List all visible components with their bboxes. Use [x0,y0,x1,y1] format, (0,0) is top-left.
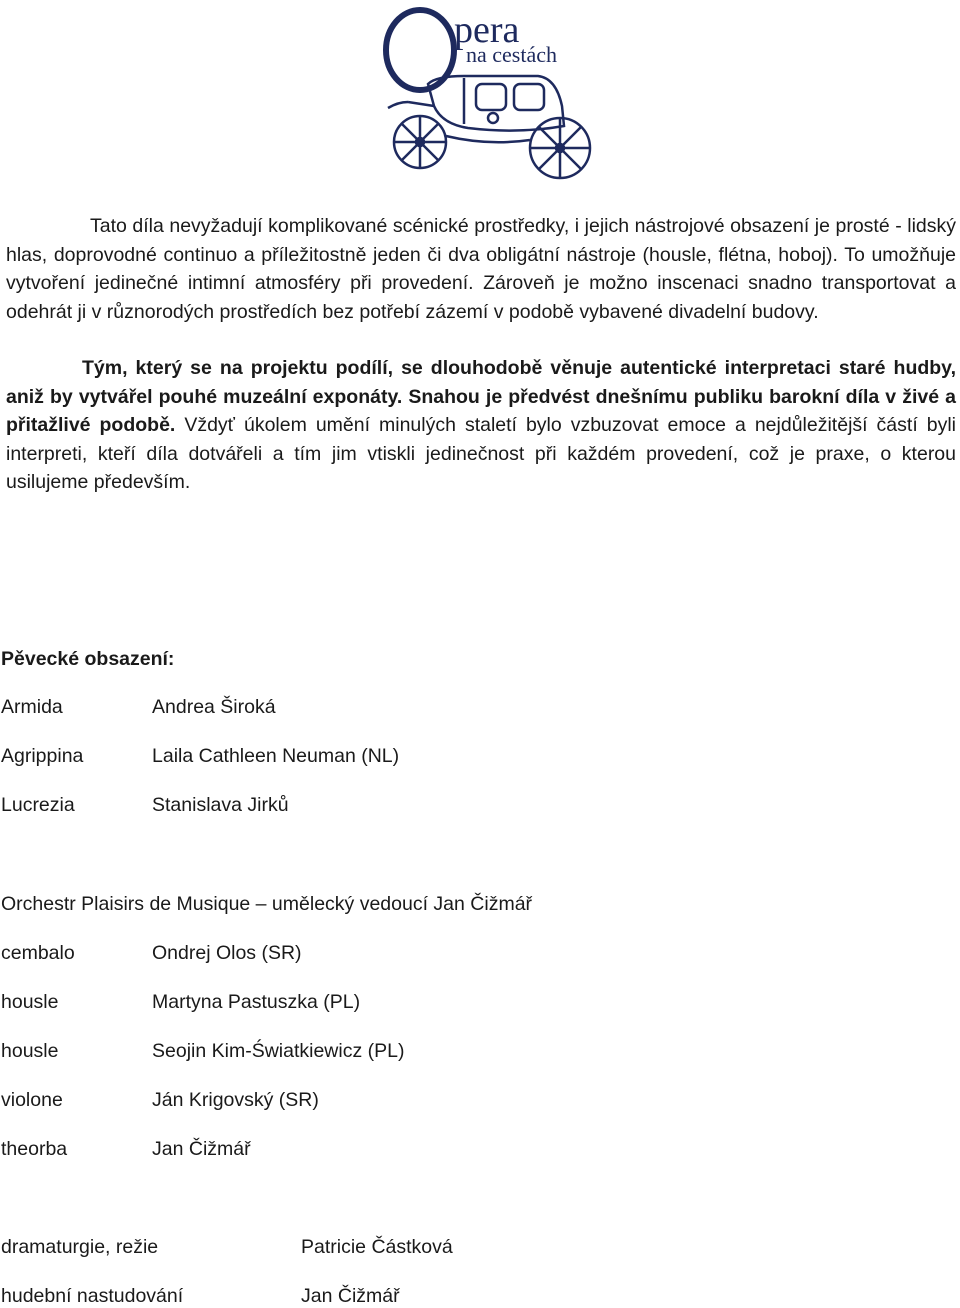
orchestra-member-row: violone Ján Krigovský (SR) [1,1089,319,1111]
carriage-logo-icon [368,6,604,182]
intro-paragraph-1: Tato díla nevyžadují komplikované scénické prostředky, i jejich nástrojové obsazení je prosté - lidský hlas, doprovodné continuo a příležitostně jeden či dva obligátní nástroje (housle, flétna, hoboj). To umožňuje vytvoření jedinečné intimní atmosféry při provedení. Zároveň je možno inscenaci snadno transportovat a odehrát ji v různorodých prostředích bez potřebí zázemí v podobě vybavené divadelní budovy. [6,215,956,323]
vocal-cast-row: Armida Andrea Široká [1,696,276,718]
orchestra-member-row: cembalo Ondrej Olos (SR) [1,942,302,964]
opera-na-cestach-logo [368,6,604,182]
logo-subtitle: na cestách [466,42,557,67]
creative-team-row: dramaturgie, režie Patricie Částková [1,1236,453,1258]
orchestra-member-row: housle Seojin Kim-Światkiewicz (PL) [1,1040,405,1062]
orchestra-member-row: theorba Jan Čižmář [1,1138,251,1160]
vocal-cast-row: Agrippina Laila Cathleen Neuman (NL) [1,745,400,767]
vocal-cast-row: Lucrezia Stanislava Jirků [1,794,289,816]
intro-paragraph-2 [6,354,956,497]
orchestra-member-row: housle Martyna Pastuszka (PL) [1,991,361,1013]
orchestra-heading: Orchestr Plaisirs de Musique – umělecký vedoucí Jan Čižmář [1,893,533,915]
vocal-cast-heading: Pěvecké obsazení: [1,648,175,670]
creative-team-row: hudební nastudování Jan Čižmář [1,1285,400,1307]
intro-paragraph-2-rest: Vždyť úkolem umění minulých staletí bylo vzbuzovat emoce a nejdůležitější částí byli interpreti, kteří díla dotvářeli a tím jim vtiskli jedinečnost při každém provedení, což je praxe, o kterou usilujeme především. [6,414,956,493]
intro-paragraph-2-bold: Tým, který se na projektu podílí, se dlouhodobě věnuje autentické interpretaci staré hudby, aniž by vytvářel pouhé muzeální exponáty. Snahou je předvést dnešnímu publiku barokní díla v živé a přitažlivé podobě. [6,357,956,436]
logo-title: pera [454,9,520,51]
